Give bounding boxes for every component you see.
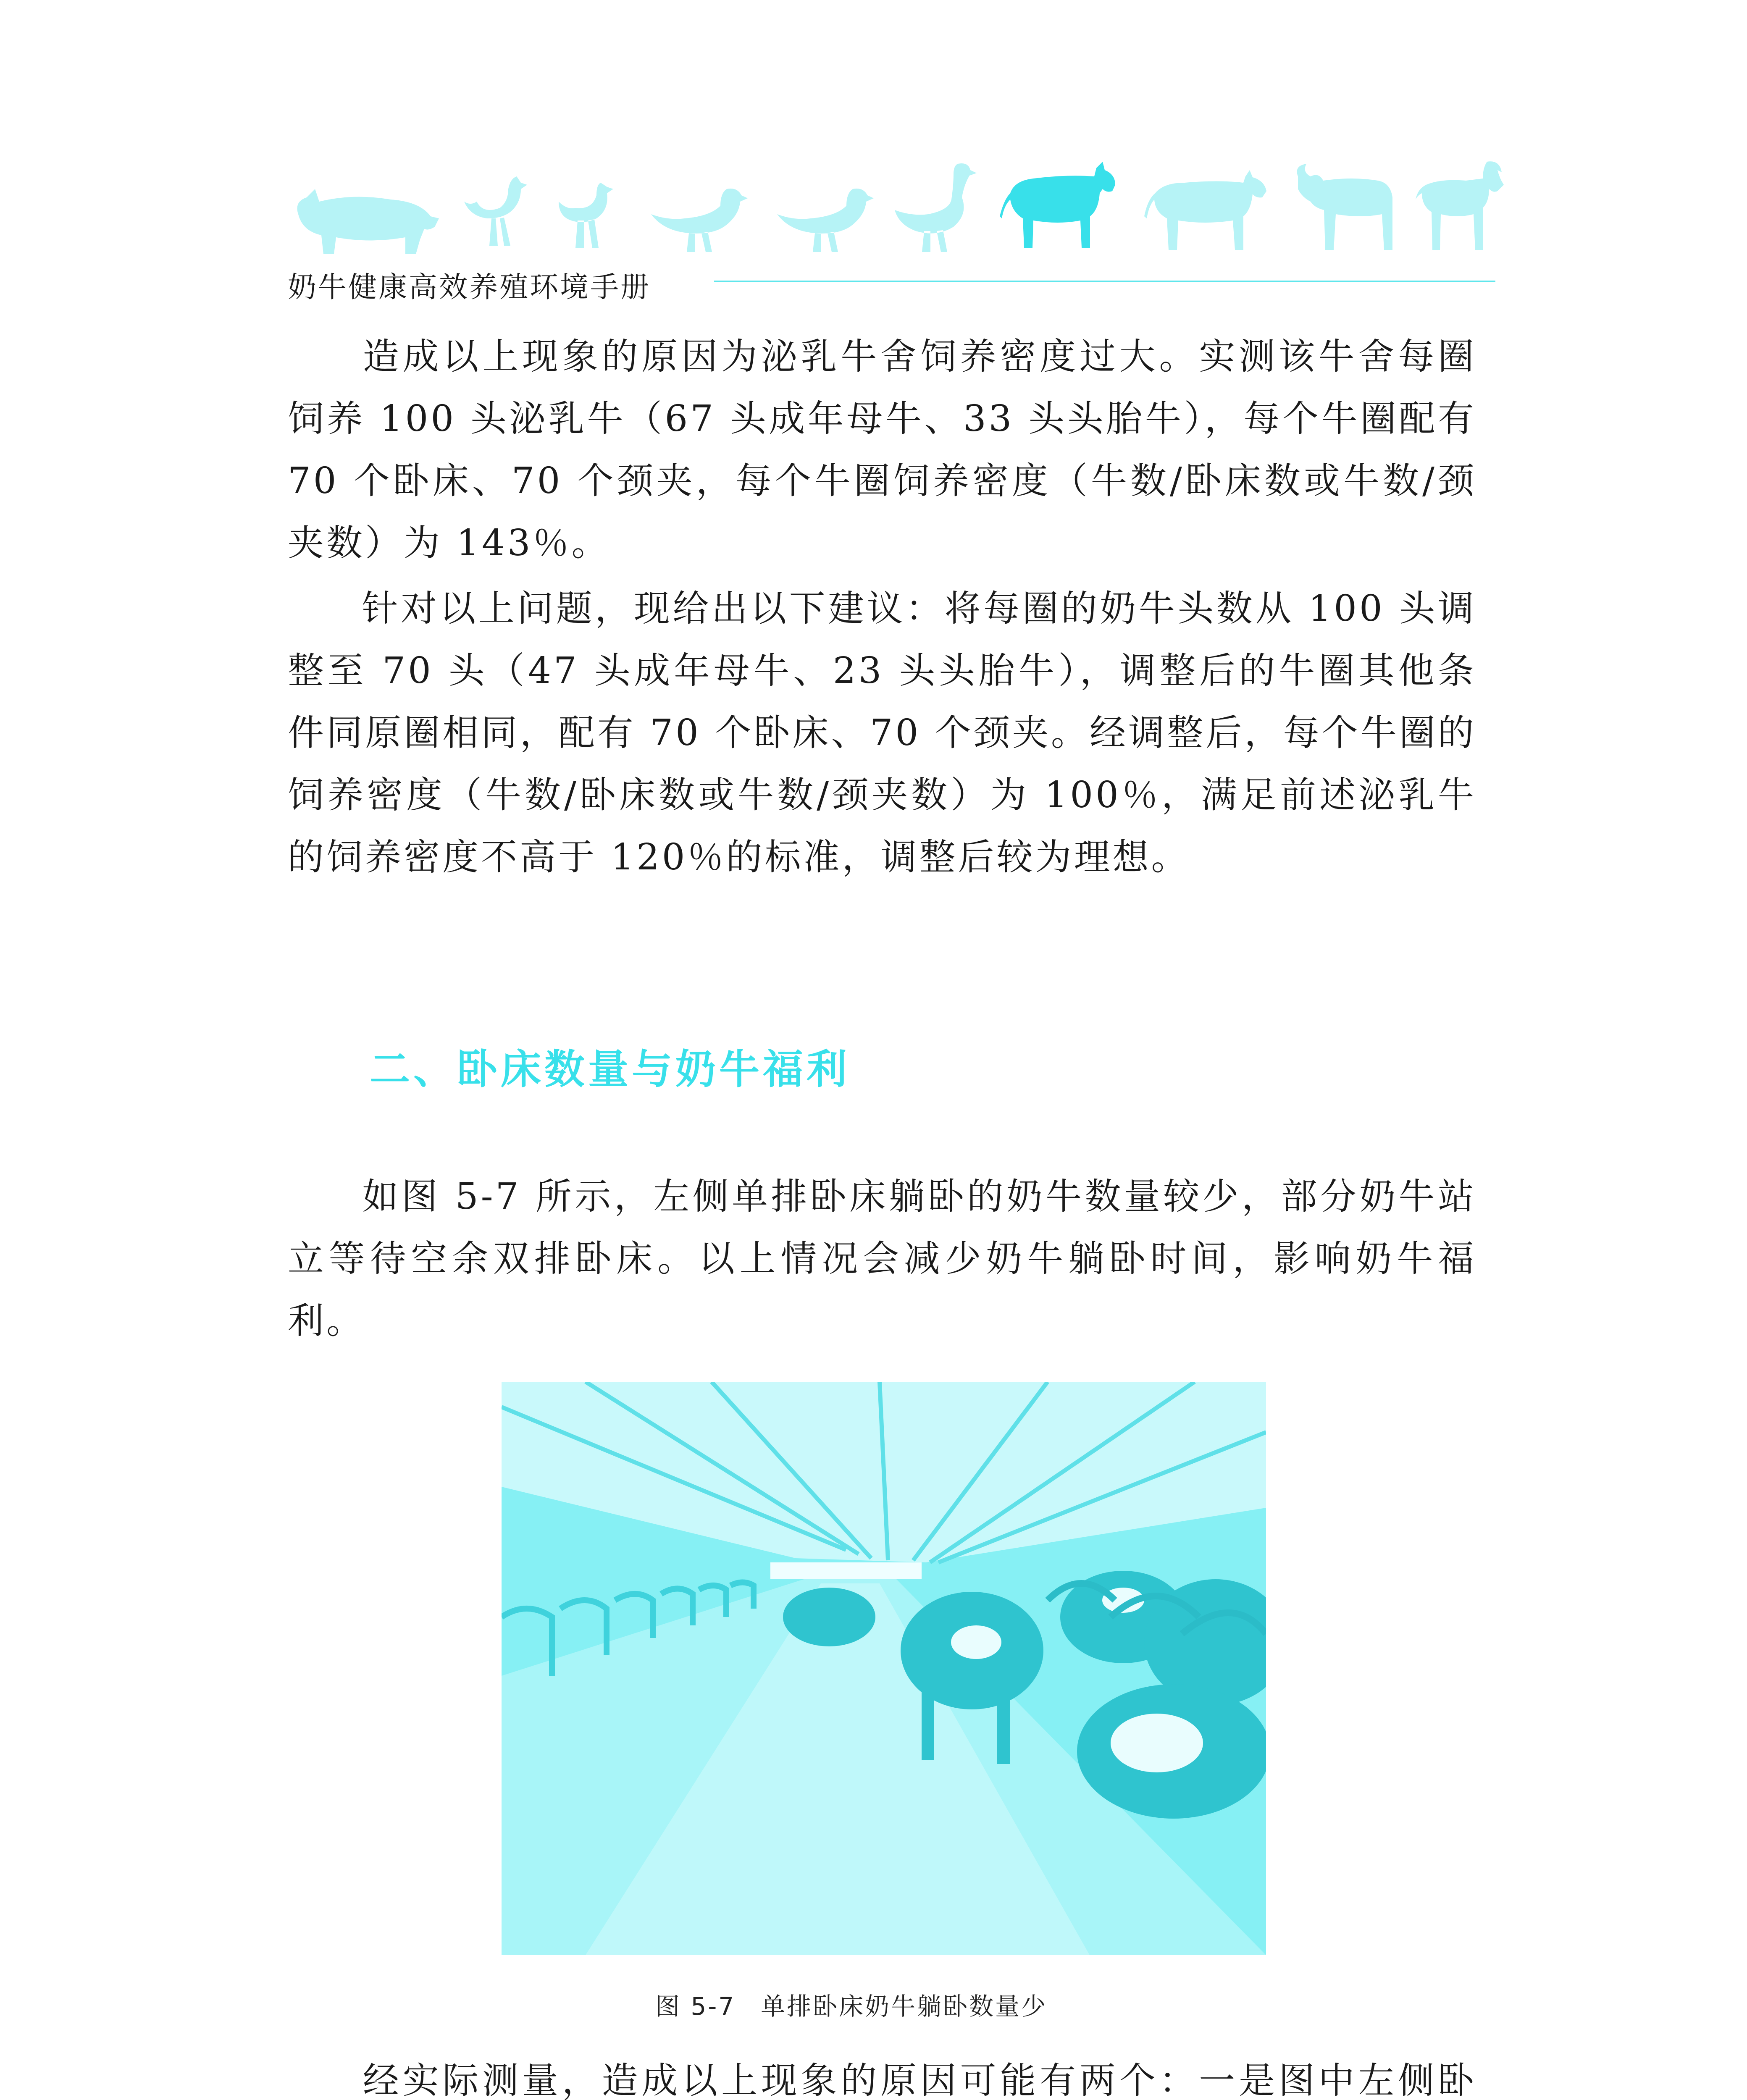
figure-5-7-photo (502, 1382, 1266, 1955)
header-rule (714, 281, 1495, 282)
cattle-icon (1143, 168, 1269, 256)
paragraph-2-text: 针对以上问题，现给出以下建议：将每圈的奶牛头数从 100 头调整至 70 头（47 头成年母牛、23 头头胎牛），调整后的牛圈其他条件同原圈相同，配有 70 个卧床、70 个颈夹。经调整后，每个牛圈的饲养密度（牛数/卧床数或牛数/颈夹数）为 100％，满足前述泌乳牛的饲养密度不高于 120％的标准，调整后较为理想。 (288, 588, 1476, 878)
paragraph-3 (288, 1166, 1476, 1352)
figure-caption (655, 1987, 1047, 2022)
figure-number: 图 5-7 (655, 1992, 736, 2021)
hen-icon (550, 176, 622, 256)
dairy-cow-icon (1000, 160, 1117, 256)
rooster-icon (458, 172, 533, 256)
paragraph-1 (288, 326, 1476, 574)
goat-icon (1416, 160, 1508, 256)
paragraph-1-text: 造成以上现象的原因为泌乳牛舍饲养密度过大。实测该牛舍每圈饲养 100 头泌乳牛（67 头成年母牛、33 头头胎牛），每个牛圈配有 70 个卧床、70 个颈夹，每个牛圈饲养密度（牛数/卧床数或牛数/颈夹数）为 143％。 (288, 336, 1476, 564)
duck-icon (643, 181, 748, 256)
pig-icon (286, 185, 441, 256)
paragraph-2 (288, 578, 1476, 888)
paragraph-4 (288, 2050, 1476, 2100)
goose-icon (891, 160, 979, 256)
section-title: 二、卧床数量与奶牛福利 (370, 1046, 850, 1093)
running-head: 奶牛健康高效养殖环境手册 (288, 271, 651, 304)
duck-icon (769, 181, 874, 256)
paragraph-4-text: 经实际测量，造成以上现象的原因可能有两个：一是图中左侧卧 (362, 2060, 1476, 2100)
figure-caption-text: 单排卧床奶牛躺卧数量少 (761, 1992, 1048, 2021)
paragraph-3-text: 如图 5-7 所示，左侧单排卧床躺卧的奶牛数量较少，部分奶牛站立等待空余双排卧床。以上情况会减少奶牛躺卧时间，影响奶牛福利。 (288, 1176, 1476, 1342)
header-animal-strip (286, 160, 1504, 256)
buffalo-icon (1290, 160, 1399, 256)
